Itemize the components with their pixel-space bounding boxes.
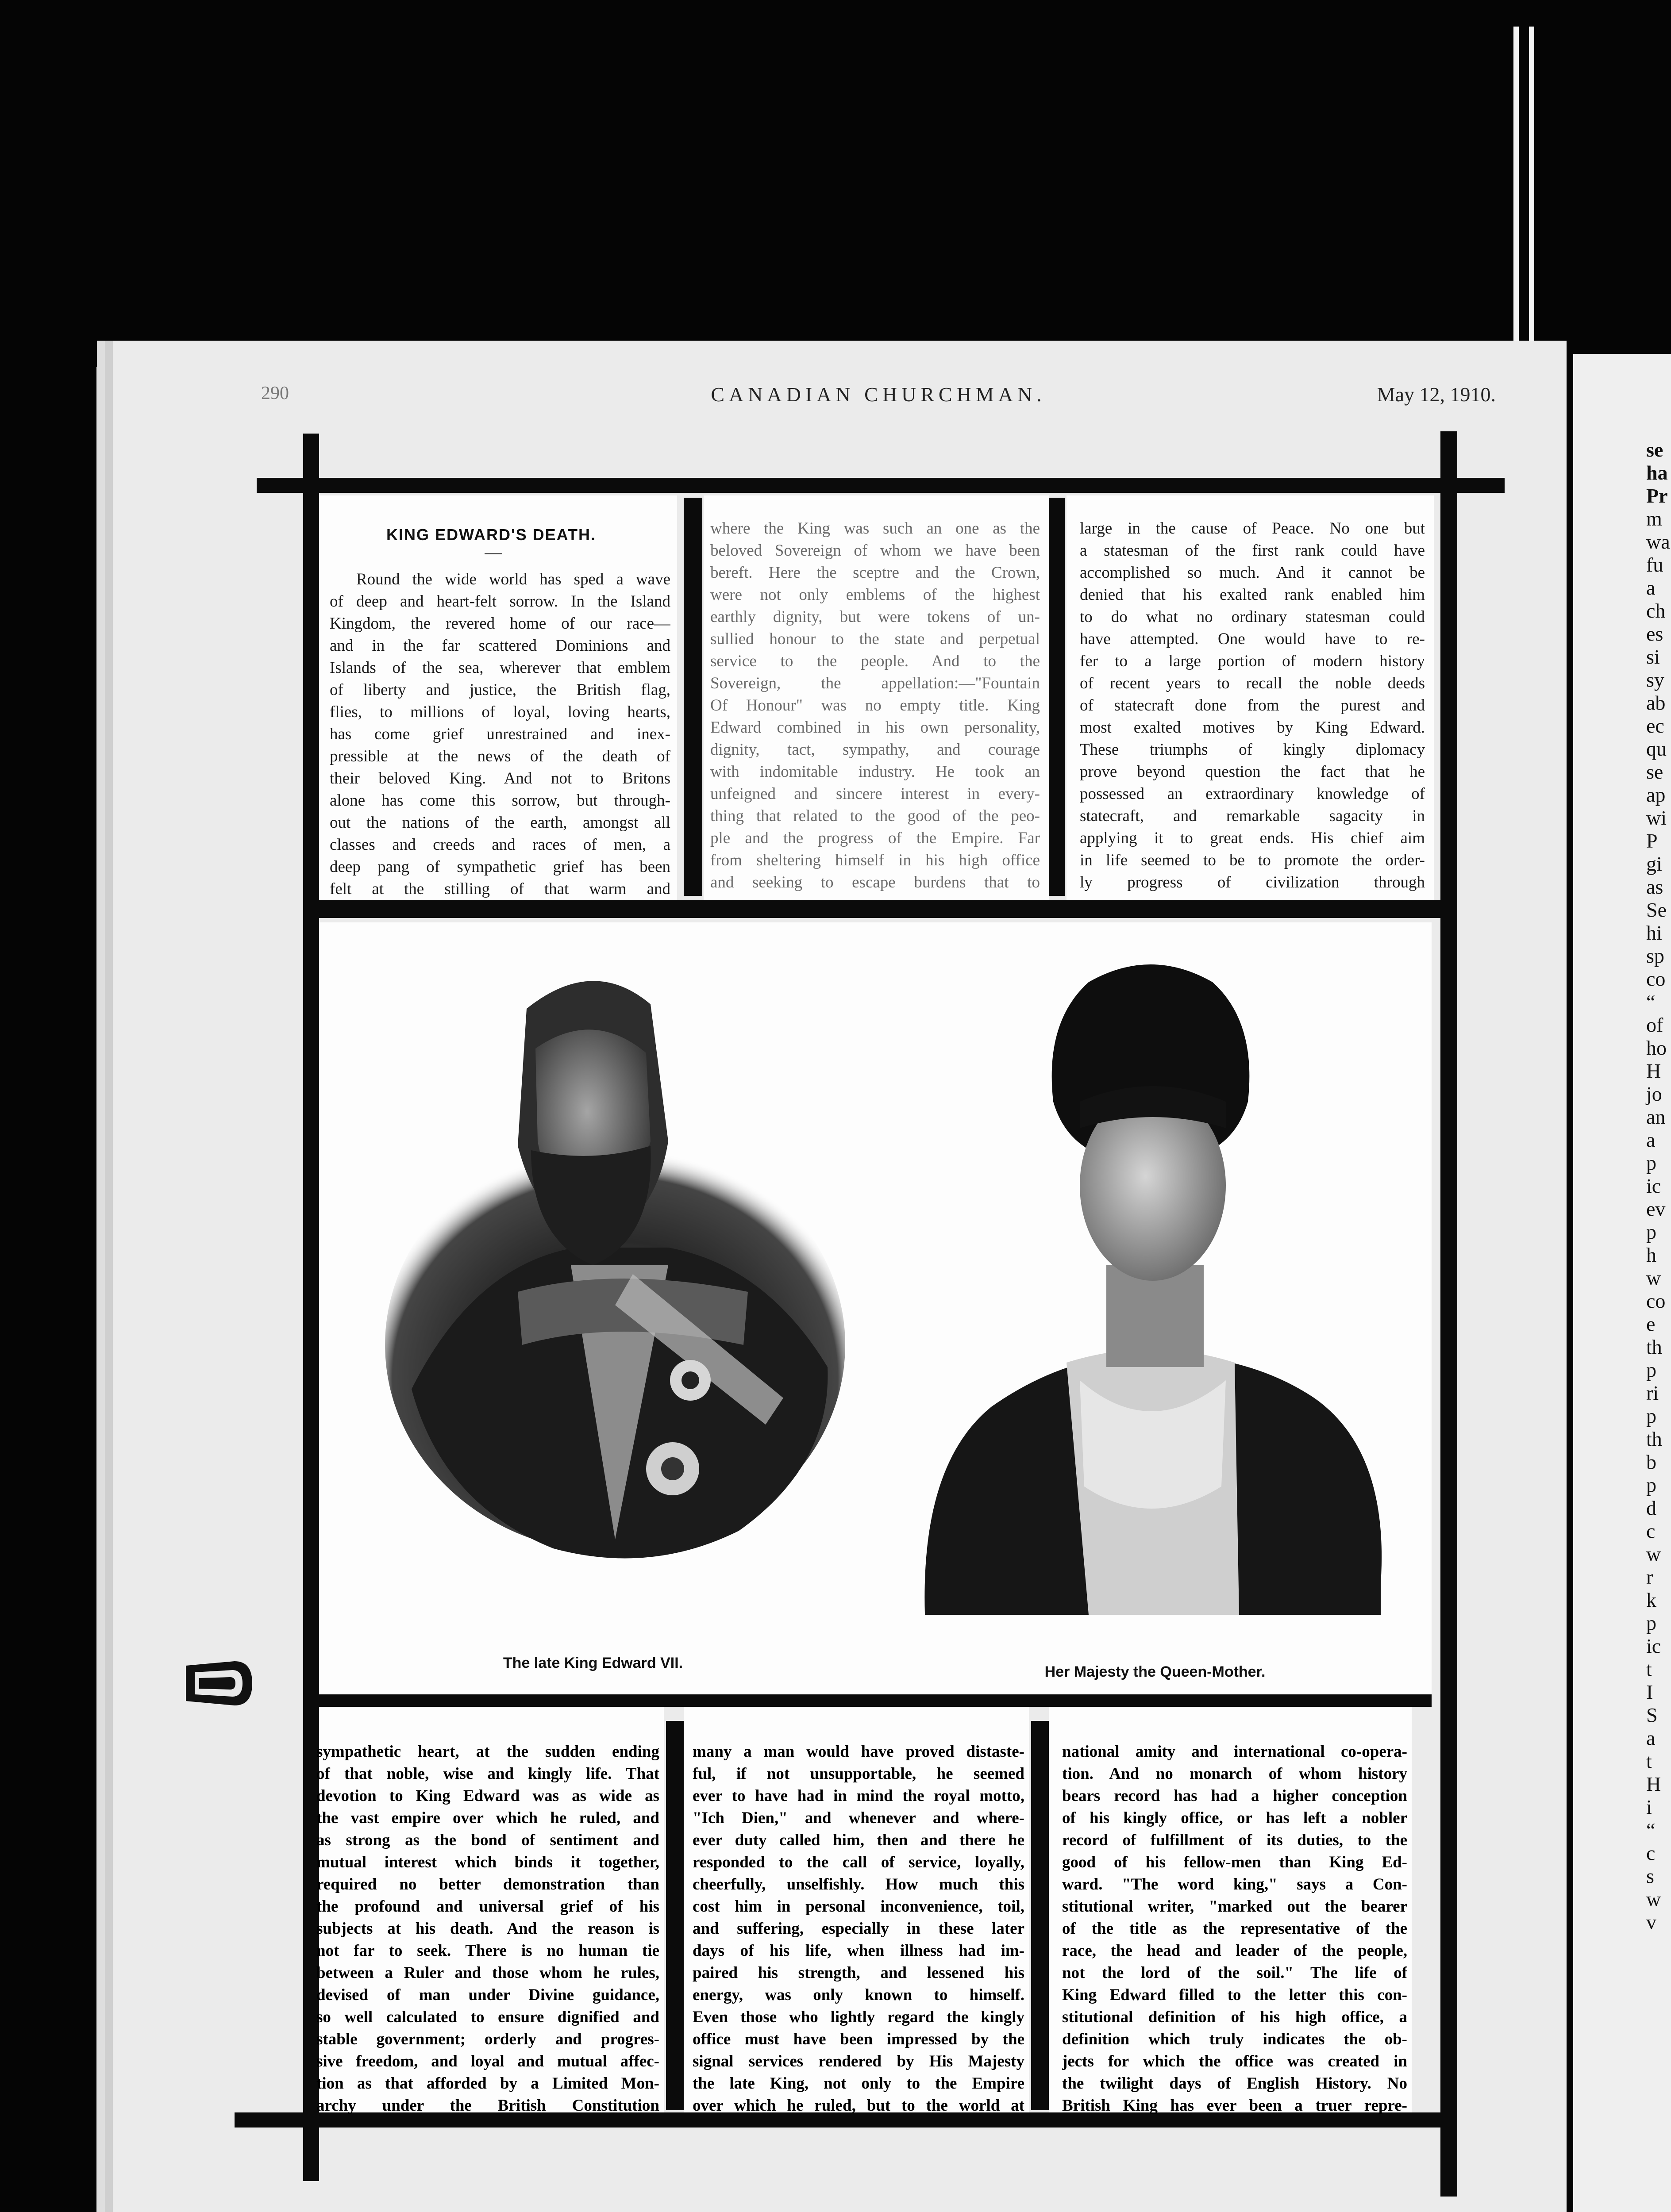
text-line: signal services rendered by His Majesty xyxy=(693,2052,1024,2070)
text-line: ever to have had in mind the royal motto, xyxy=(693,1787,1024,1805)
text-line: subjects at his death. And the reason is xyxy=(316,1920,659,1938)
facing-page-text: ri xyxy=(1646,1382,1659,1404)
facing-page-text: Se xyxy=(1646,899,1667,921)
text-line: where the King was such an one as the xyxy=(710,519,1040,538)
frame-bar xyxy=(1031,1721,1049,2110)
facing-page-text: m xyxy=(1646,507,1662,530)
text-line: flies, to millions of loyal, loving hearts, xyxy=(330,703,670,721)
facing-page-text: fu xyxy=(1646,553,1663,576)
text-line: bereft. Here the sceptre and the Crown, xyxy=(710,564,1040,582)
scanner-stripe xyxy=(1529,27,1534,363)
facing-page-text: “ xyxy=(1646,1819,1656,1841)
text-line: Edward combined in his own personality, xyxy=(710,718,1040,737)
text-line: stitutional definition of his high office, a xyxy=(1062,2008,1407,2026)
facing-page-text: c xyxy=(1646,1842,1656,1864)
facing-page-text: a xyxy=(1646,1129,1656,1151)
facing-page-text: se xyxy=(1646,760,1663,783)
facing-page-text: t xyxy=(1646,1750,1652,1772)
facing-page-text: sy xyxy=(1646,668,1664,691)
text-line: in life seemed to be to promote the order- xyxy=(1080,851,1425,869)
facing-page-text: th xyxy=(1646,1428,1662,1450)
text-line: the twilight days of English History. No xyxy=(1062,2074,1407,2093)
text-line: paired his strength, and lessened his xyxy=(693,1964,1024,1982)
text-line: the vast empire over which he ruled, and xyxy=(316,1809,659,1827)
text-line: classes and creeds and races of men, a xyxy=(330,836,670,854)
text-line: Of Honour" was no empty title. King xyxy=(710,696,1040,714)
facing-page-text: “ xyxy=(1646,991,1656,1013)
text-line: required no better demonstration than xyxy=(316,1875,659,1893)
facing-page-text: p xyxy=(1646,1474,1656,1496)
text-line: out the nations of the earth, amongst all xyxy=(330,814,670,832)
facing-page-text: w xyxy=(1646,1888,1661,1910)
text-line: bears record has had a higher conception xyxy=(1062,1787,1407,1805)
text-line: statecraft, and remarkable sagacity in xyxy=(1080,807,1425,825)
text-line: office must have been impressed by the xyxy=(693,2030,1024,2048)
text-line: "Ich Dien," and whenever and where- xyxy=(693,1809,1024,1827)
facing-page-text: H xyxy=(1646,1773,1661,1795)
facing-page-text: S xyxy=(1646,1704,1658,1726)
facing-page-text: ic xyxy=(1646,1175,1661,1197)
text-line: jects for which the office was created in xyxy=(1062,2052,1407,2070)
text-line: of his kingly office, or has left a nobler xyxy=(1062,1809,1407,1827)
frame-bar xyxy=(1440,431,1457,2197)
facing-page-text: qu xyxy=(1646,737,1667,760)
text-line: unfeigned and sincere interest in every- xyxy=(710,785,1040,803)
article-column-6 xyxy=(1062,1741,1407,2117)
text-line: stitutional writer, "marked out the bearer xyxy=(1062,1897,1407,1916)
facing-page-text: as xyxy=(1646,876,1663,898)
frame-bar xyxy=(684,498,702,896)
article-column-2 xyxy=(710,518,1040,894)
article-column-4 xyxy=(316,1741,659,2117)
running-head xyxy=(261,383,1496,414)
text-line: Even those who lightly regard the kingly xyxy=(693,2008,1024,2026)
text-line: devotion to King Edward was as wide as xyxy=(316,1787,659,1805)
facing-page-text: co xyxy=(1646,1290,1666,1312)
text-line: possessed an extraordinary knowledge of xyxy=(1080,785,1425,803)
text-line: fer to a large portion of modern history xyxy=(1080,652,1425,670)
text-line: cheerfully, unselfishly. How much this xyxy=(693,1875,1024,1893)
binder-clip xyxy=(186,1657,252,1710)
facing-page-text: si xyxy=(1646,645,1660,668)
text-line: and in the far scattered Dominions and xyxy=(330,637,670,655)
facing-page-text: p xyxy=(1646,1359,1656,1381)
text-line: ward. "The word king," says a Con- xyxy=(1062,1875,1407,1893)
facing-page-text: w xyxy=(1646,1543,1661,1565)
text-line: from sheltering himself in his high office xyxy=(710,851,1040,869)
frame-bar xyxy=(257,478,1505,493)
facing-page-text: r xyxy=(1646,1566,1653,1588)
text-line: national amity and international co-opera- xyxy=(1062,1743,1407,1761)
text-line: responded to the call of service, loyally, xyxy=(693,1853,1024,1871)
text-line: accomplished so much. And it cannot be xyxy=(1080,564,1425,582)
text-line: most exalted motives by King Edward. xyxy=(1080,718,1425,737)
facing-page-fragment xyxy=(1573,354,1671,2212)
facing-page-text: jo xyxy=(1646,1083,1662,1105)
facing-page-text: ab xyxy=(1646,691,1666,714)
journal-title: CANADIAN CHURCHMAN. xyxy=(711,383,1046,406)
frame-bar xyxy=(319,900,1440,918)
facing-page-text: wi xyxy=(1646,806,1667,829)
text-line: a statesman of the first rank could have xyxy=(1080,541,1425,560)
page-number: 290 xyxy=(261,383,289,403)
facing-page-text: ch xyxy=(1646,599,1666,622)
text-line: These triumphs of kingly diplomacy xyxy=(1080,741,1425,759)
facing-page-text: es xyxy=(1646,622,1663,645)
king-caption: The late King Edward VII. xyxy=(503,1655,683,1671)
facing-page-text: I xyxy=(1646,1681,1653,1703)
heading-rule xyxy=(485,553,502,554)
facing-page-text: ic xyxy=(1646,1635,1661,1657)
facing-page-text: b xyxy=(1646,1451,1656,1473)
text-line: thing that related to the good of the peo- xyxy=(710,807,1040,825)
scanner-stripe xyxy=(1513,27,1519,363)
facing-page-text: t xyxy=(1646,1658,1652,1680)
text-line: of the title as the representative of the xyxy=(1062,1920,1407,1938)
text-line: sympathetic heart, at the sudden ending xyxy=(316,1743,659,1761)
article-column-5 xyxy=(693,1741,1024,2117)
facing-page-text: wa xyxy=(1646,530,1670,553)
text-line: prove beyond question the fact that he xyxy=(1080,763,1425,781)
text-line: Round the wide world has sped a wave xyxy=(356,570,670,588)
facing-page-text: H xyxy=(1646,1060,1661,1082)
facing-page-text: p xyxy=(1646,1221,1656,1243)
text-line: not the lord of the soil." The life of xyxy=(1062,1964,1407,1982)
text-line: large in the cause of Peace. No one but xyxy=(1080,519,1425,538)
text-line: days of his life, when illness had im- xyxy=(693,1942,1024,1960)
facing-page-text: p xyxy=(1646,1612,1656,1634)
text-line: of deep and heart-felt sorrow. In the Island xyxy=(330,592,670,611)
king-edward-portrait xyxy=(385,956,854,1584)
facing-page-text: se xyxy=(1646,438,1663,461)
facing-page-text: p xyxy=(1646,1405,1656,1427)
text-line: ever duty called him, then and there he xyxy=(693,1831,1024,1849)
text-line: and suffering, especially in these later xyxy=(693,1920,1024,1938)
facing-page-text: e xyxy=(1646,1313,1656,1335)
text-line: good of his fellow-men than King Ed- xyxy=(1062,1853,1407,1871)
facing-page-text: of xyxy=(1646,1014,1663,1036)
facing-page-text: ec xyxy=(1646,714,1664,737)
facing-page-text: k xyxy=(1646,1589,1656,1611)
text-line: as strong as the bond of sentiment and xyxy=(316,1831,659,1849)
text-line: and seeking to escape burdens that to xyxy=(710,873,1040,891)
text-line: British King has ever been a truer repre- xyxy=(1062,2097,1407,2115)
text-line: the profound and universal grief of his xyxy=(316,1897,659,1916)
text-line: sullied honour to the state and perpetual xyxy=(710,630,1040,648)
facing-page-text: an xyxy=(1646,1106,1666,1128)
text-line: of liberty and justice, the British flag, xyxy=(330,681,670,699)
facing-page-text: ha xyxy=(1646,461,1668,484)
facing-page-text: w xyxy=(1646,1267,1661,1289)
facing-page-text: s xyxy=(1646,1865,1654,1887)
text-line: of statecraft done from the purest and xyxy=(1080,696,1425,714)
text-line: felt at the stilling of that warm and xyxy=(330,880,670,898)
text-line: were not only emblems of the highest xyxy=(710,586,1040,604)
article-column-3 xyxy=(1080,518,1425,894)
article-column-1 xyxy=(330,568,670,900)
text-line: cost him in personal inconvenience, toil, xyxy=(693,1897,1024,1916)
text-line: record of fulfillment of its duties, to the xyxy=(1062,1831,1407,1849)
text-line: applying it to great ends. His chief aim xyxy=(1080,829,1425,847)
issue-date: May 12, 1910. xyxy=(1377,383,1496,406)
text-line: alone has come this sorrow, but through- xyxy=(330,791,670,810)
facing-page-text: th xyxy=(1646,1336,1662,1358)
facing-page-text: co xyxy=(1646,968,1666,990)
text-line: definition which truly indicates the ob- xyxy=(1062,2030,1407,2048)
facing-page-text: gi xyxy=(1646,853,1662,875)
text-line: not far to seek. There is no human tie xyxy=(316,1942,659,1960)
facing-page-text: a xyxy=(1646,576,1656,599)
text-line: mutual interest which binds it together, xyxy=(316,1853,659,1871)
text-line: their beloved King. And not to Britons xyxy=(330,769,670,787)
text-line: the late King, not only to the Empire xyxy=(693,2074,1024,2093)
text-line: has come grief unrestrained and inex- xyxy=(330,725,670,743)
text-line: sive freedom, and loyal and mutual affec- xyxy=(316,2052,659,2070)
text-line: between a Ruler and those whom he rules, xyxy=(316,1964,659,1982)
text-line: archy under the British Constitution xyxy=(316,2097,659,2115)
text-line: devised of man under Divine guidance, xyxy=(316,1986,659,2004)
text-line: deep pang of sympathetic grief has been xyxy=(330,858,670,876)
text-line: energy, was only known to himself. xyxy=(693,1986,1024,2004)
text-line: to do what no ordinary statesman could xyxy=(1080,608,1425,626)
text-line: tion. And no monarch of whom history xyxy=(1062,1765,1407,1783)
text-line: have attempted. One would have to re- xyxy=(1080,630,1425,648)
text-line: ple and the progress of the Empire. Far xyxy=(710,829,1040,847)
facing-page-text: ap xyxy=(1646,783,1666,806)
facing-page-text: a xyxy=(1646,1727,1656,1749)
text-line: ful, if not unsupportable, he seemed xyxy=(693,1765,1024,1783)
queen-mother-portrait xyxy=(920,956,1390,1619)
text-line: so well calculated to ensure dignified and xyxy=(316,2008,659,2026)
text-line: beloved Sovereign of whom we have been xyxy=(710,541,1040,560)
facing-page-text: sp xyxy=(1646,945,1664,967)
facing-page-text: v xyxy=(1646,1911,1656,1933)
text-line: stable government; orderly and progres- xyxy=(316,2030,659,2048)
text-line: of that noble, wise and kingly life. That xyxy=(316,1765,659,1783)
text-line: denied that his exalted rank enabled him xyxy=(1080,586,1425,604)
text-line: earthly dignity, but were tokens of un- xyxy=(710,608,1040,626)
text-line: many a man would have proved distaste- xyxy=(693,1743,1024,1761)
facing-page-text: c xyxy=(1646,1520,1656,1542)
article-heading: KING EDWARD'S DEATH. xyxy=(386,526,596,544)
facing-page-text: ev xyxy=(1646,1198,1666,1220)
text-line: King Edward filled to the letter this con- xyxy=(1062,1986,1407,2004)
text-line: over which he ruled, but to the world at xyxy=(693,2097,1024,2115)
text-line: ly progress of civilization through xyxy=(1080,873,1425,891)
text-line: Islands of the sea, wherever that emblem xyxy=(330,659,670,677)
facing-page-text: Pr xyxy=(1646,484,1668,507)
facing-page-text: d xyxy=(1646,1497,1656,1519)
facing-page-text: hi xyxy=(1646,922,1662,944)
facing-page-text: ho xyxy=(1646,1037,1667,1059)
frame-bar xyxy=(1049,498,1065,896)
text-line: dignity, tact, sympathy, and courage xyxy=(710,741,1040,759)
facing-page-text: p xyxy=(1646,1152,1656,1174)
facing-page-text: i xyxy=(1646,1796,1652,1818)
facing-page-text: P xyxy=(1646,830,1658,852)
facing-page-text: h xyxy=(1646,1244,1656,1266)
text-line: Sovereign, the appellation:—"Fountain xyxy=(710,674,1040,692)
queen-caption: Her Majesty the Queen-Mother. xyxy=(1044,1663,1266,1680)
text-line: pressible at the news of the death of xyxy=(330,747,670,765)
text-line: Kingdom, the revered home of our race— xyxy=(330,614,670,633)
frame-bar xyxy=(305,1694,1432,1707)
text-line: race, the head and leader of the people, xyxy=(1062,1942,1407,1960)
text-line: with indomitable industry. He took an xyxy=(710,763,1040,781)
text-line: service to the people. And to the xyxy=(710,652,1040,670)
frame-bar xyxy=(666,1721,684,2110)
text-line: tion as that afforded by a Limited Mon- xyxy=(316,2074,659,2093)
text-line: of recent years to recall the noble deeds xyxy=(1080,674,1425,692)
